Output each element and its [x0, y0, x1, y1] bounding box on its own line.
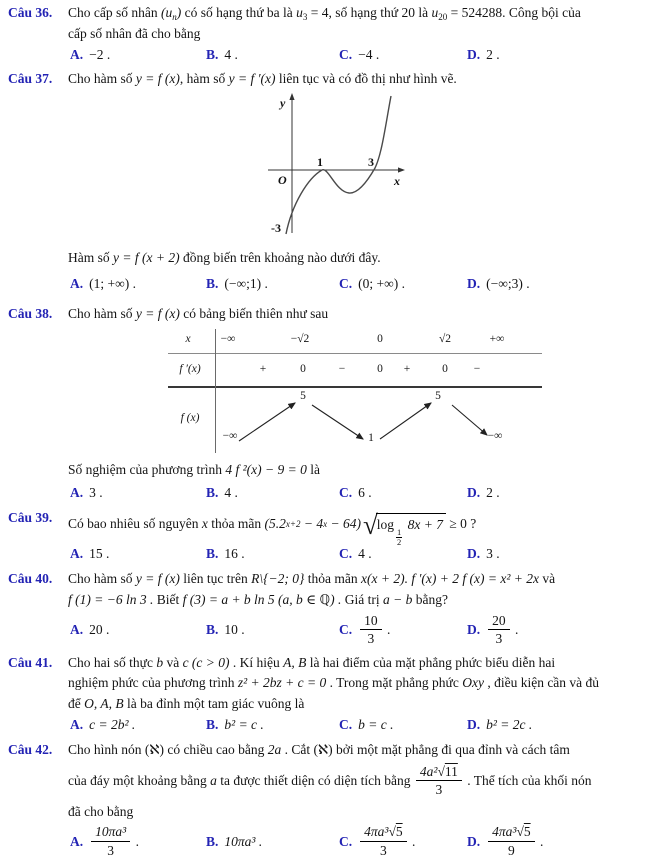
- question-39-options: [70, 545, 646, 563]
- text-segment: thỏa mãn: [207, 516, 265, 532]
- bbt-sign: 0: [300, 362, 306, 375]
- option-letter: D.: [467, 833, 481, 849]
- math-expression: y = f (x): [135, 305, 180, 321]
- bbt-f-min: 1: [368, 431, 374, 444]
- option-d: [467, 484, 500, 502]
- question-42-line-3: đã cho bằng: [68, 803, 134, 819]
- text-segment: ta được thiết diện có diện tích bằng: [216, 772, 414, 788]
- radicand: [376, 513, 446, 548]
- math-expression: (ℵ): [144, 741, 164, 757]
- bbt-sign: 0: [442, 362, 448, 375]
- text-segment: số hạng thứ 20 là: [331, 5, 432, 20]
- math-expression: x(x + 2). f ′(x) + 2 f (x) = x² + 2x: [361, 570, 539, 586]
- question-38-options: [70, 484, 646, 502]
- option-a: [70, 484, 206, 502]
- tick-label-minus-3: -3: [271, 221, 281, 236]
- bbt-x-value: +∞: [489, 332, 505, 345]
- text-segment: Hàm số: [68, 250, 113, 266]
- fraction-numerator: 20: [488, 613, 510, 631]
- bbt-sign: +: [259, 362, 267, 375]
- math-expression: y = f (x): [135, 570, 180, 586]
- math-expression: y = f (x + 2): [113, 250, 180, 266]
- text-segment: . Cắt: [281, 741, 314, 757]
- option-letter: A.: [70, 621, 84, 637]
- math-expression: = 524288.: [447, 5, 506, 20]
- log-base-den: 2: [397, 537, 402, 548]
- text-segment: Cho cấp số nhân: [68, 5, 161, 20]
- text-segment: và: [539, 570, 556, 586]
- y-axis-label: y: [280, 96, 286, 111]
- radical-sign: √: [362, 510, 378, 541]
- option-letter: D.: [467, 546, 481, 562]
- text-segment: có bảng biến thiên như sau: [179, 305, 329, 321]
- fraction-denominator: 3: [379, 842, 387, 858]
- option-value: 10πa³ .: [224, 833, 263, 849]
- question-42: [0, 741, 650, 859]
- text-segment: là ba đỉnh một tam giác vuông là: [123, 696, 305, 712]
- question-40-line-2: [68, 591, 646, 609]
- bbt-x-value: √2: [438, 332, 452, 345]
- text-segment: và: [163, 654, 183, 670]
- option-b: [206, 484, 339, 502]
- radicand: 5: [523, 824, 531, 840]
- fraction-denominator: 3: [367, 631, 375, 647]
- question-42-number: Câu 42.: [8, 741, 53, 757]
- text-segment: . Trong mặt phẳng phức: [326, 675, 463, 691]
- text-segment: Cho hàm số: [68, 570, 136, 586]
- bbt-rule: [168, 386, 542, 388]
- bbt-x-value: −∞: [220, 332, 236, 345]
- option-letter: C.: [339, 546, 353, 562]
- question-41-number: Câu 41.: [8, 654, 53, 670]
- option-value: 2 .: [486, 485, 500, 501]
- fraction-numerator: 10πa³: [91, 824, 130, 842]
- option-b: [206, 545, 339, 563]
- option-letter: C.: [339, 833, 353, 849]
- option-a: [70, 46, 206, 64]
- bbt-header-f: f (x): [180, 411, 200, 424]
- question-40-line-1: [68, 570, 646, 588]
- option-value: 4 .: [358, 546, 372, 562]
- radical-sign: √: [516, 824, 524, 840]
- option-d: [467, 613, 518, 647]
- fraction: [360, 824, 406, 858]
- fraction: [488, 613, 510, 647]
- log-base-half: [396, 528, 402, 547]
- option-letter: D.: [467, 621, 481, 637]
- log-argument: 8x + 7: [404, 517, 444, 533]
- option-value: .: [536, 833, 544, 849]
- question-37: [0, 70, 650, 292]
- option-d: [467, 275, 530, 293]
- question-41-options: [70, 716, 646, 734]
- option-b: [206, 613, 339, 647]
- x-axis-label: x: [394, 174, 400, 189]
- sqrt-expression: [362, 510, 446, 548]
- option-letter: A.: [70, 717, 84, 733]
- question-39-line-1: Có bao nhiêu số nguyên x thỏa mãn (5.2 x+2 − 4 x − 64) √ log $\frac{1}{2}$ 8x + 7 ≥ 0 ?: [68, 510, 477, 548]
- fraction-numerator: [416, 764, 462, 782]
- arrow-down-icon: [312, 405, 363, 439]
- option-value: 3 .: [89, 485, 103, 501]
- x-axis-arrow-icon: [398, 168, 405, 173]
- option-value: −2 .: [89, 46, 111, 62]
- question-37-line-2: [68, 249, 646, 267]
- text-segment: Biết: [153, 591, 183, 607]
- math-expression: 4πa³: [364, 824, 389, 840]
- math-expression: (5.2: [264, 516, 286, 532]
- y-axis-arrow-icon: [289, 93, 294, 100]
- fraction: [416, 764, 462, 798]
- math-expression: 2a: [267, 741, 282, 757]
- option-letter: B.: [206, 46, 219, 62]
- text-segment: . Kí hiệu: [229, 654, 284, 670]
- option-letter: B.: [206, 717, 219, 733]
- bbt-x-value: −√2: [290, 332, 310, 345]
- math-expression: Oxy: [462, 675, 484, 691]
- math-expression: b: [156, 654, 164, 670]
- option-letter: B.: [206, 546, 219, 562]
- text-segment: Giá trị: [341, 591, 384, 607]
- question-42-options: [70, 823, 646, 859]
- bbt-f-max: 5: [435, 389, 441, 402]
- variation-table: [168, 329, 542, 453]
- bbt-f-max: 5: [300, 389, 306, 402]
- tick-label-3: 3: [368, 155, 374, 170]
- fraction-denominator: 3: [435, 782, 443, 798]
- option-value: (−∞;1) .: [224, 275, 268, 291]
- question-41-line-3: [68, 695, 646, 713]
- math-expression: O, A, B: [84, 696, 124, 712]
- option-value: .: [383, 621, 391, 637]
- option-value: .: [511, 621, 519, 637]
- option-b: [206, 46, 339, 64]
- math-expression: a: [210, 772, 217, 788]
- option-letter: C.: [339, 485, 353, 501]
- text-segment: Có bao nhiêu số nguyên: [68, 516, 202, 532]
- math-subscript: n: [172, 12, 177, 22]
- function-curve: [286, 96, 391, 234]
- bbt-sign: +: [403, 362, 411, 375]
- option-value: (0; +∞) .: [358, 275, 405, 291]
- option-letter: A.: [70, 485, 84, 501]
- arrow-down-icon: [452, 405, 487, 435]
- math-expression: R\{−2; 0}: [251, 570, 305, 586]
- question-40-number: Câu 40.: [8, 570, 53, 586]
- text-segment: Cho hai số thực: [68, 654, 157, 670]
- option-letter: A.: [70, 833, 84, 849]
- option-a: [70, 275, 206, 293]
- text-segment: nghiệm phức của phương trình: [68, 675, 238, 691]
- option-c: [339, 46, 467, 64]
- option-letter: C.: [339, 275, 353, 291]
- option-value: b = c .: [358, 717, 394, 733]
- text-segment: liên tục trên: [179, 570, 252, 586]
- math-expression: = 4,: [307, 5, 332, 20]
- figure-q37: [256, 92, 646, 241]
- arrow-up-icon: [380, 403, 431, 439]
- function-graph: [256, 92, 408, 236]
- option-value: 4 .: [224, 485, 238, 501]
- radical-sign: √: [437, 763, 445, 779]
- option-c: [339, 484, 467, 502]
- question-37-options: [70, 275, 646, 293]
- option-letter: B.: [206, 485, 219, 501]
- text-segment: , điều kiện cần và đủ: [483, 675, 600, 691]
- option-letter: C.: [339, 621, 353, 637]
- question-41: [0, 654, 650, 734]
- option-letter: B.: [206, 621, 219, 637]
- math-expression: (ℵ): [313, 741, 333, 757]
- option-value: 15 .: [89, 546, 110, 562]
- option-letter: D.: [467, 485, 481, 501]
- math-subscript: 20: [438, 12, 448, 22]
- radicand: 5: [395, 824, 403, 840]
- text-segment: . Thể tích của khối nón: [463, 772, 592, 788]
- fraction-numerator: [488, 824, 534, 842]
- question-37-line-1: [68, 70, 646, 88]
- question-36-line-2: cấp số nhân đã cho bằng: [68, 25, 201, 41]
- bbt-arrows: [215, 389, 542, 451]
- text-segment: đồng biến trên khoảng nào dưới đây.: [179, 250, 381, 266]
- math-expression: − 64): [327, 516, 361, 532]
- question-40-options: [70, 613, 646, 647]
- option-c: [339, 716, 467, 734]
- option-b: [206, 716, 339, 734]
- option-letter: D.: [467, 717, 481, 733]
- text-segment: bằng?: [412, 591, 449, 607]
- text-segment: có chiều cao bằng: [163, 741, 268, 757]
- question-36: [0, 4, 650, 63]
- text-segment: là hai điểm của mặt phẳng phức biểu diễn hai: [306, 654, 556, 670]
- bbt-rule: [168, 353, 542, 354]
- text-segment: Số nghiệm của phương trình: [68, 461, 226, 477]
- option-letter: D.: [467, 275, 481, 291]
- bbt-sign: −: [338, 362, 346, 375]
- text-segment: Cho hình nón: [68, 741, 145, 757]
- log-base-num: 1: [397, 527, 402, 538]
- option-c: [339, 613, 467, 647]
- math-expression: − 4: [300, 516, 324, 532]
- option-c: [339, 275, 467, 293]
- option-letter: A.: [70, 46, 84, 62]
- bbt-sign: −: [473, 362, 481, 375]
- option-b: [206, 823, 339, 859]
- question-36-number: Câu 36.: [8, 5, 53, 20]
- radicand: 11: [444, 763, 458, 779]
- question-38: [0, 305, 650, 502]
- text-segment: , hàm số: [179, 71, 229, 87]
- text-segment: là: [306, 461, 320, 477]
- question-41-line-2: [68, 674, 646, 692]
- math-expression: c (c > 0): [182, 654, 230, 670]
- option-letter: A.: [70, 275, 84, 291]
- bbt-f-limit: −∞: [222, 429, 238, 442]
- origin-label: O: [278, 173, 287, 188]
- option-value: 10 .: [224, 621, 245, 637]
- option-value: −4 .: [358, 46, 380, 62]
- math-expression: u: [431, 5, 439, 20]
- math-expression: f (3) = a + b ln 5 (a, b ∈ ℚ) .: [182, 591, 342, 607]
- text-segment: Cho hàm số: [68, 305, 136, 321]
- math-expression: (u: [160, 5, 173, 20]
- math-expression: z² + 2bz + c = 0: [237, 675, 327, 691]
- tick-label-1: 1: [317, 155, 323, 170]
- bbt-header-x: x: [185, 332, 191, 345]
- question-39: [0, 509, 650, 563]
- option-c: [339, 545, 467, 563]
- question-42-line-1: [68, 741, 646, 759]
- math-expression: u: [296, 5, 303, 20]
- option-letter: D.: [467, 46, 481, 62]
- log-text: log: [376, 517, 395, 533]
- question-36-line-1: [68, 4, 646, 22]
- math-expression: a − b: [383, 591, 413, 607]
- math-expression: 4a²: [419, 763, 438, 779]
- option-b: [206, 275, 339, 293]
- bbt-f-limit: −∞: [487, 429, 503, 442]
- option-value: c = 2b² .: [89, 717, 136, 733]
- text-segment: Cho hàm số: [68, 71, 136, 87]
- question-38-number: Câu 38.: [8, 305, 53, 321]
- fraction-denominator: 3: [495, 631, 503, 647]
- fraction: [91, 824, 130, 858]
- math-expression: 4 f ²(x) − 9 = 0: [225, 461, 307, 477]
- radical-sign: √: [388, 824, 396, 840]
- option-letter: C.: [339, 717, 353, 733]
- math-expression: 4πa³: [492, 824, 517, 840]
- math-expression: f (1) = −6 ln 3 .: [68, 591, 154, 607]
- question-41-line-1: [68, 654, 646, 672]
- math-expression: ): [176, 5, 182, 20]
- text-segment: bởi một mặt phẳng đi qua đỉnh và cách tâm: [332, 741, 570, 757]
- question-42-line-2: [68, 762, 646, 800]
- fraction-denominator: 9: [507, 842, 515, 858]
- option-c: [339, 823, 467, 859]
- text-segment: có số hạng thứ ba là: [181, 5, 297, 20]
- fraction-numerator: 10: [360, 613, 382, 631]
- fraction: [488, 824, 534, 858]
- option-value: 4 .: [224, 46, 238, 62]
- fraction-denominator: 3: [107, 842, 115, 858]
- text-segment: thỏa mãn: [304, 570, 361, 586]
- option-letter: C.: [339, 46, 353, 62]
- text-segment: của đáy một khoảng bằng: [68, 772, 211, 788]
- question-38-line-2: [68, 461, 646, 479]
- text-segment: ≥ 0 ?: [446, 516, 477, 532]
- math-expression: x: [201, 516, 208, 532]
- option-d: [467, 716, 532, 734]
- math-expression: A, B: [283, 654, 307, 670]
- option-d: [467, 545, 500, 563]
- option-value: (1; +∞) .: [89, 275, 136, 291]
- text-segment: Công bội của: [505, 5, 581, 20]
- option-value: (−∞;3) .: [486, 275, 530, 291]
- text-segment: để: [68, 696, 85, 712]
- option-value: 2 .: [486, 46, 500, 62]
- question-36-options: [70, 46, 646, 64]
- math-expression: y = f ′(x): [228, 71, 276, 87]
- question-37-number: Câu 37.: [8, 71, 53, 87]
- option-value: b² = 2c .: [486, 717, 533, 733]
- question-40: [0, 570, 650, 647]
- arrow-up-icon: [239, 403, 295, 441]
- option-value: 16 .: [224, 546, 245, 562]
- fraction: [360, 613, 382, 647]
- option-value: .: [132, 833, 139, 849]
- text-segment: liên tục và có đồ thị như hình vẽ.: [275, 71, 457, 87]
- option-a: [70, 545, 206, 563]
- bbt-x-value: 0: [377, 332, 383, 345]
- option-a: [70, 716, 206, 734]
- option-d: [467, 823, 543, 859]
- option-value: 20 .: [89, 621, 110, 637]
- option-value: b² = c .: [224, 717, 264, 733]
- option-letter: A.: [70, 546, 84, 562]
- bbt-header-f-prime: f ′(x): [179, 362, 201, 375]
- option-a: [70, 613, 206, 647]
- option-value: .: [408, 833, 416, 849]
- bbt-sign: 0: [377, 362, 383, 375]
- math-expression: y = f (x): [135, 71, 180, 87]
- math-subscript: 3: [302, 12, 308, 22]
- option-value: 6 .: [358, 485, 372, 501]
- option-letter: B.: [206, 275, 219, 291]
- option-letter: B.: [206, 833, 219, 849]
- fraction-numerator: [360, 824, 406, 842]
- question-39-number: Câu 39.: [8, 510, 53, 526]
- option-a: [70, 823, 206, 859]
- option-d: [467, 46, 500, 64]
- question-38-line-1: [68, 305, 646, 323]
- option-value: 3 .: [486, 546, 500, 562]
